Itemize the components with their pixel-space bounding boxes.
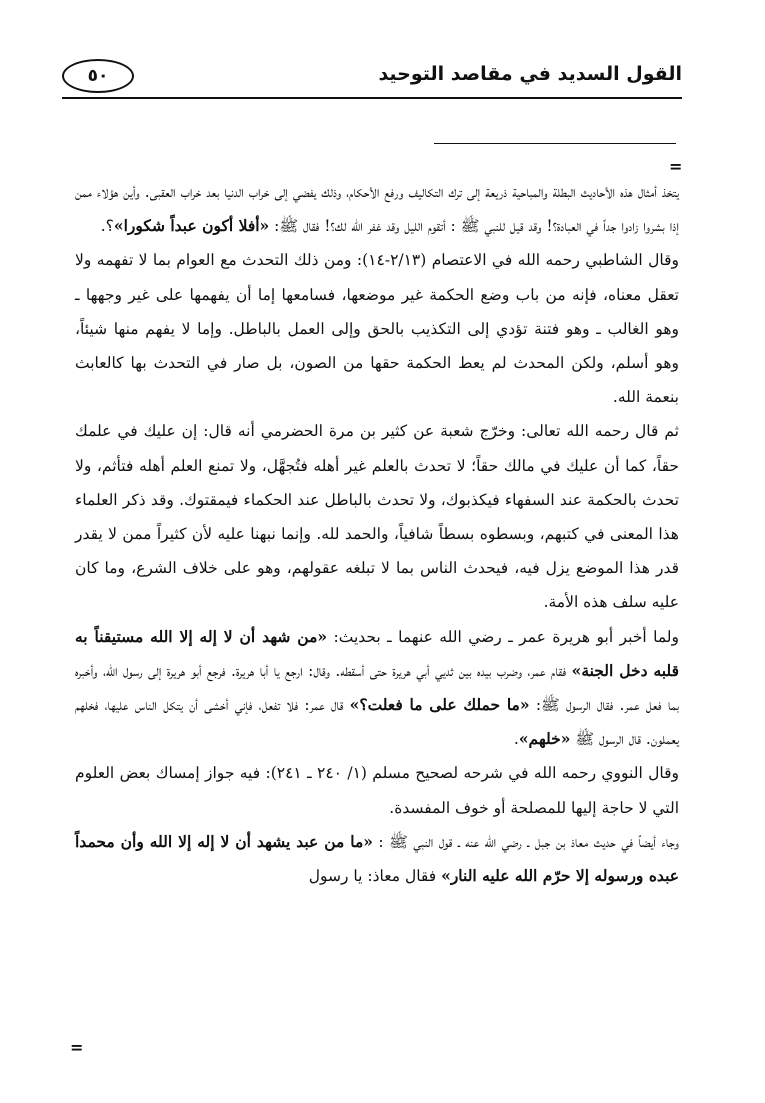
continuation-mark-icon: =	[669, 157, 683, 176]
footnote-body	[75, 175, 679, 893]
book-title: القول السديد في مقاصد التوحيد	[378, 63, 682, 85]
running-header	[62, 55, 682, 103]
continuation-mark-icon: =	[70, 1038, 84, 1057]
footnote-separator	[434, 143, 676, 144]
paragraph: ثم قال رحمه الله تعالى: وخرّج شعبة عن كثير بن مرة الحضرمي أنه قال: إن عليك في علمك حقاً، كما أن عليك في مالك حقاً؛ لا تحدث بالعلم غير أهله فتُجهَّل، ولا تمنع العلم أهله فتأثم، ولا تحدث بالحكمة عند السفهاء فيكذبوك، ولا تحدث بالباطل عند الحكماء فيمقتوك. وقد ذكر العلماء هذا المعنى في كتبهم، وبسطوه بسطاً شافياً، والحمد لله. وإنما نبهنا عليه لأن كثيراً ممن لا يقدر قدر هذا الموضع يزل فيه، فيحدث الناس بما لا تبلغه عقولهم، وهو على خلاف الشرع، وما كان عليه سلف هذه الأمة.	[75, 422, 679, 612]
paragraph: يتخذ أمثال هذه الأحاديث البطلة والمباحية ذريعة إلى ترك التكاليف ورفع الأحكام، وذلك يفضي إلى خراب الدنيا بعد خراب العقبى. وأين هؤلاء ممن إذا بشروا زادوا جداً في العبادة؟! وقد قيل للنبي ﷺ : أتقوم الليل وقد غفر الله لك؟! فقال ﷺ: «أفلا أكون عبداً شكورا»؟.	[75, 183, 679, 236]
page-number: ٥٠	[87, 66, 109, 86]
paragraph: وقال الشاطبي رحمه الله في الاعتصام (٢/١٣-١٤): ومن ذلك التحدث مع العوام بما لا تفهمه ولا تعقل معناه، فإنه من باب وضع الحكمة غير موضعها، فسامعها إما أن يفهمها على غير وجهها ـ وهو الغالب ـ وهو فتنة تؤدي إلى التكذيب بالحق وإلى العمل بالباطل. وإما لا يفهم منها شيئاً، وهو أسلم، ولكن المحدث لم يعط الحكمة حقها من الصون، بل صار في التحدث بها كالعابث بنعمة الله.	[75, 251, 679, 407]
header-rule	[62, 97, 682, 99]
paragraph: وجاء أيضاً في حديث معاذ بن جبل ـ رضي الله عنه ـ قول النبي ﷺ : «ما من عبد يشهد أن لا إله إلا الله وأن محمداً عبده ورسوله إلا حرّم الله عليه النار» فقال معاذ: يا رسول	[75, 831, 679, 886]
page-number-badge	[62, 59, 134, 93]
hadith-quote: «ما حملك على ما فعلت؟»	[349, 695, 530, 715]
paragraph: ولما أخبر أبو هريرة عمر ـ رضي الله عنهما ـ بحديث: «من شهد أن لا إله إلا الله مستيقناً به قلبه دخل الجنة» فقام عمر، وضرب بيده بين ثديي أبي هريرة حتى أسقطه. وقال: ارجع يا أبا هريرة. فرجع أبو هريرة إلى رسول الله، وأخبره بما فعل عمر. فقال الرسول ﷺ: «ما حملك على ما فعلت؟» قال عمر: فلا تفعل، فإني أخشى أن يتكل الناس عليها، فخلهم يعملون. قال الرسول ﷺ «خلهم».	[75, 626, 680, 749]
hadith-quote: «من شهد أن لا إله إلا الله مستيقناً به قلبه دخل الجنة»	[75, 626, 679, 680]
hadith-quote: «ما من عبد يشهد أن لا إله إلا الله وأن محمداً عبده ورسوله إلا حرّم الله عليه النار»	[75, 831, 679, 886]
hadith-quote: «خلهم»	[518, 729, 571, 749]
hadith-quote: «أفلا أكون عبداً شكورا»	[113, 216, 270, 236]
paragraph: وقال النووي رحمه الله في شرحه لصحيح مسلم (١/ ٢٤٠ ـ ٢٤١): فيه جواز إمساك بعض العلوم التي لا حاجة إليها للمصلحة أو خوف المفسدة.	[75, 764, 679, 817]
